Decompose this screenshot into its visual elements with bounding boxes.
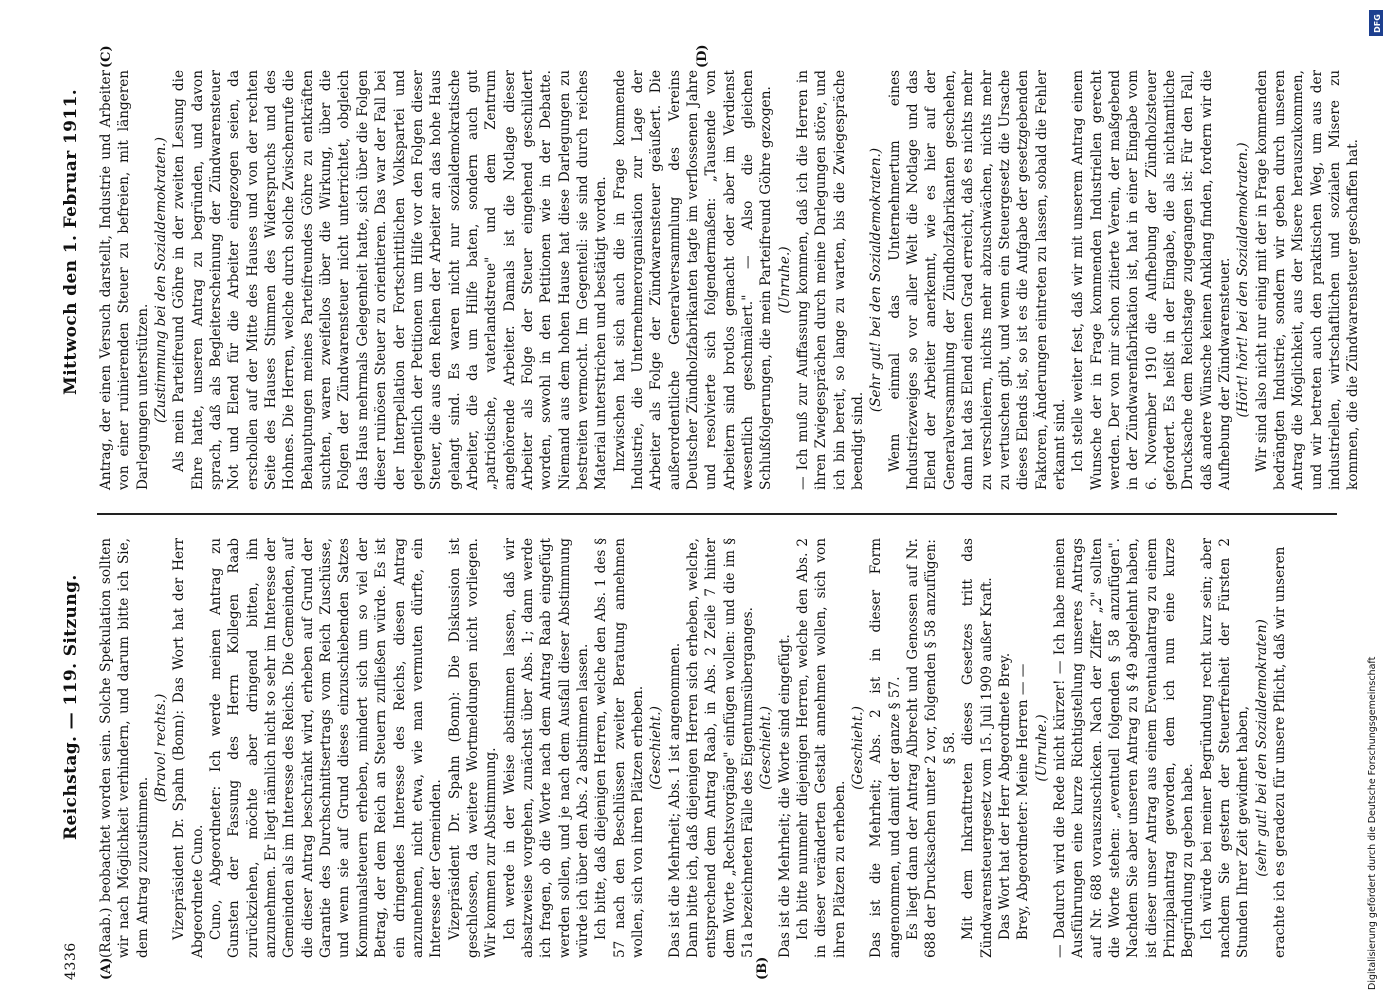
interjection: (Geschieht.) bbox=[758, 706, 775, 790]
paragraph: Das ist die Mehrheit; Abs. 1 ist angenommen. bbox=[666, 642, 683, 958]
rotated-page bbox=[55, 44, 1362, 980]
paragraph: Dann bitte ich, daß diejenigen Herren sich erheben, welche, entsprechend dem Antrag Raab, in Abs. 2 Zeile 7 hinter dem Worte „Rechtsvorgänge" einfügen wollen: und die im § 51a bezeichneten Fälle des Eigentumsüberganges. bbox=[685, 538, 757, 958]
paragraph: (Raab.) beobachtet worden sein. Solche Spekulation sollten wir nach Möglichkeit verhindern, und darum bitte ich Sie, dem Antrag zuzustimmen. bbox=[98, 538, 151, 958]
interjection: (Geschieht.) bbox=[850, 706, 867, 790]
interjection: (sehr gut! bei den Sozialdemokraten) bbox=[1253, 619, 1270, 877]
dfg-logo: DFG bbox=[1369, 10, 1383, 36]
margin-marker-a: (A) bbox=[99, 957, 114, 980]
interjection: (Sehr gut! bei den Sozialdemokraten.) bbox=[868, 147, 885, 413]
paragraph: Wenn einmal das Unternehmertum eines Industriezweiges so vor aller Welt die Notlage und das Elend der Arbeiter anerkennt, wie es hier auf der Generalversammlung der Zündholzfabrikanten geschehen, dann hat das Elend einen Grad erreicht, daß es nichts mehr zu verschleiern, nichts mehr abzuschwächen, nichts mehr zu vertuschen gibt, und wenn ein Steuergesetz die Ursache dieses Elends ist, so ist es die Aufgabe der gesetzgebenden Faktoren, Änderungen eintreten zu lassen, sobald die Fehler erkannt sind. bbox=[886, 70, 1068, 490]
left-text-column bbox=[97, 538, 1289, 958]
margin-marker-d: (D) bbox=[695, 44, 710, 68]
paragraph: — Ich muß zur Auffassung kommen, daß ich die Herren in ihren Zwiegesprächen durch meine Darlegungen störe, und ich bin bereit, so lange zu warten, bis die Zwiegespräche beendigt sind. bbox=[795, 70, 867, 490]
paragraph: Das ist die Mehrheit; die Worte sind eingefügt. bbox=[776, 634, 793, 958]
paragraph: Ich bitte nunmehr diejenigen Herren, welche den Abs. 2 in dieser veränderten Gestalt annehmen wollen, sich von ihren Plätzen zu erheben. bbox=[795, 538, 848, 958]
session-title: Reichstag. — 119. Sitzung. bbox=[61, 574, 81, 840]
paragraph: Es liegt dann der Antrag Albrecht und Genossen auf Nr. 688 der Drucksachen unter 2 vor, folgenden § 58 anzufügen: bbox=[905, 538, 940, 958]
interjection: (Geschieht.) bbox=[648, 706, 665, 790]
interjection: (Zustimmung bei den Sozialdemokraten.) bbox=[153, 137, 170, 423]
margin-marker-c: (C) bbox=[99, 45, 114, 68]
paragraph: Inzwischen hat sich auch die in Frage kommende Industrie, die Unternehmerorganisation zur Lage der Arbeiter als Folge der Zündwarensteuer geäußert. Die außerordentliche Generalversammlung des Vereins Deutscher Zündholzfabrikanten tagte im verflossenen Jahre und resolvierte sich folgendermaßen: „Tausende von Arbeitern sind brotlos gemacht oder aber im Verdienst wesentlich geschmälert." — Also die gleichen Schlußfolgerungen, die mein Parteifreund Göhre gezogen. bbox=[611, 70, 775, 490]
paragraph: Als mein Parteifreund Göhre in der zweiten Lesung die Ehre hatte, unseren Antrag zu begründen, und davon sprach, daß als Begleiterscheinung der Zündwarensteuer Not und Elend für die Arbeiter eingezogen seien, da erschollen auf der Mitte des Hauses und von der rechten Seite des Hauses Stimmen des Widerspruchs und des Hohnes. Die Herren, welche durch solche Zwischenrufe die Behauptungen meines Parteifreundes Göhre zu entkräften suchten, waren zweifellos über die Wirkung, über die Folgen der Zündwarensteuer nicht unterrichtet, obgleich das Haus mehrmals Gelegenheit hatte, sich über die Folgen dieser ruinösen Steuer zu orientieren. Das war der Fall bei der Interpellation der Fortschrittlichen Volkspartei und gelegentlich der Petitionen um Hilfe vor den Folgen dieser Steuer, die aus den Reihen der Arbeiter an das hohe Haus gelangt sind. Es waren nicht nur sozialdemokratische Arbeiter, die da um Hilfe baten, sondern auch gut „patriotische, vaterlandstreue" und dem Zentrum angehörende Arbeiter. Damals ist die Notlage dieser Arbeiter als Folge der Steuer eingehend geschildert worden, sowohl in den Petitionen wie in der Debatte. Niemand aus dem hohen Hause hat diese Darlegungen zu bestreiten vermocht. Im Gegenteil: sie sind durch reiches Material unterstrichen und bestätigt worden. bbox=[171, 70, 610, 490]
page-number: 4336 bbox=[63, 942, 79, 980]
paragraph: Das ist die Mehrheit; Abs. 2 ist in dieser Form angenommen, und damit der ganze § 57. bbox=[868, 538, 903, 958]
interjection: (Hört! hört! bei den Sozialdemokraten.) bbox=[1235, 142, 1252, 418]
paragraph: § 58. bbox=[941, 731, 958, 765]
paragraph: Cuno, Abgeordneter: Ich werde meinen Antrag zu Gunsten der Fassung des Herrn Kollegen Raab zurückziehen, möchte aber dringend bitten, ihn anzunehmen. Er liegt nämlich nicht so sehr im Interesse der Gemeinden als im Interesse des Reichs. Die Gemeinden, auf die dieser Antrag beschränkt wird, erheben auf Grund der Garantie des Durchschnittsertrags vom Reich Zuschüsse, und wenn sie auf Grund dieses einzuschiebenden Satzes Kommunalsteuern erheben, mindert sich um so viel der Betrag, der dem Reich an Steuern zufließen würde. Es ist ein dringendes Interesse des Reichs, diesen Antrag anzunehmen, nicht etwa, wie man vermuten dürfte, ein Interesse der Gemeinden. bbox=[208, 538, 445, 958]
right-text-column bbox=[97, 70, 1363, 490]
paragraph: erachte ich es geradezu für unsere Pflicht, daß wir unseren bbox=[1272, 546, 1288, 958]
page-header bbox=[55, 50, 95, 980]
paragraph: Wir sind also nicht nur einig mit der in Frage kommenden bedrängten Industrie, sondern wir geben durch unseren Antrag die Möglichkeit, aus der Misere herauszukommen, und wir betreten auch den praktischen Weg, um aus der industriellen, wirtschaftlichen und sozialen Misere zu kommen, die die Zündwarensteuer geschaffen hat. bbox=[1253, 70, 1362, 490]
paragraph: Vizepräsident Dr. Spahn (Bonn): Die Diskussion ist geschlossen, da weitere Wortmeldungen nicht vorliegen. Wir kommen zur Abstimmung. bbox=[446, 538, 500, 958]
paragraph: Vizepräsident Dr. Spahn (Bonn): Das Wort hat der Herr Abgeordnete Cuno. bbox=[171, 538, 206, 958]
interjection: (Bravo! rechts.) bbox=[153, 693, 170, 803]
digitization-credit: Digitalisierung gefördert durch die Deutsche Forschungsgemeinschaft bbox=[1367, 656, 1378, 990]
interjection: (Unruhe.) bbox=[776, 246, 793, 314]
session-date: Mittwoch den 1. Februar 1911. bbox=[61, 88, 81, 395]
margin-marker-b: (B) bbox=[755, 956, 770, 980]
interjection: (Unruhe.) bbox=[1033, 714, 1050, 782]
paragraph: — Dadurch wird die Rede nicht kürzer! — Ich habe meinen Ausführungen eine kurze Richtigstellung unseres Antrags auf Nr. 688 vorauszuschicken. Nach der Ziffer „2" sollten die Worte stehen: „eventuell folgenden § 58 anzufügen". Nachdem Sie aber unseren Antrag zu § 49 abgelehnt haben, ist dieser unser Antrag aus einem Eventualantrag zu einem Prinzipalantrag geworden, dem ich nun eine kurze Begründung zu geben habe. bbox=[1051, 538, 1197, 958]
paragraph: Ich werde in der Weise abstimmen lassen, daß wir absatzweise vorgehen, zunächst über Abs. 1; dann werde ich fragen, ob die Worte nach dem Antrag Raab eingefügt werden sollen, und je nach dem Ausfall dieser Abstimmung würde ich über den Abs. 2 abstimmen lassen. bbox=[501, 538, 591, 958]
paragraph: Antrag, der einen Versuch darstellt, Industrie und Arbeiter von einer ruinierenden Steuer zu befreien, mit längeren Darlegungen unterstützen. bbox=[98, 70, 151, 490]
column-divider bbox=[97, 513, 1337, 515]
paragraph: Ich bitte, daß diejenigen Herren, welche den Abs. 1 des § 57 nach den Beschlüssen zweiter Beratung annehmen wollen, sich von ihren Plätzen erheben. bbox=[593, 538, 646, 958]
paragraph: Das Wort hat der Herr Abgeordnete Brey. bbox=[996, 652, 1013, 940]
paragraph: Mit dem Inkrafttreten dieses Gesetzes tritt das Zündwarensteuergesetz vom 15. Juli 1909 außer Kraft. bbox=[960, 538, 995, 958]
paragraph: Brey, Abgeordneter: Meine Herren — — bbox=[1015, 663, 1032, 940]
paragraph: Ich stelle weiter fest, daß wir mit unserem Antrag einem Wunsche der in Frage kommenden Industriellen gerecht werden. Der von mir schon zitierte Verein, der maßgebend in der Zündwarenfabrikation ist, hat in einer Eingabe vom 6. November 1910 die Aufhebung der Zündholzsteuer gefordert. Es heißt in der Eingabe, die als nichtamtliche Drucksache dem Reichstage zugegangen ist: Für den Fall, daß andere Wünsche keinen Anklang finden, fordern wir die Aufhebung der Zündwarensteuer. bbox=[1070, 70, 1233, 490]
paragraph: Ich würde bei meiner Begründung recht kurz sein; aber nachdem Sie gestern der Steuerfreiheit der Fürsten 2 Stunden Ihrer Zeit gewidmet haben, bbox=[1198, 538, 1252, 958]
